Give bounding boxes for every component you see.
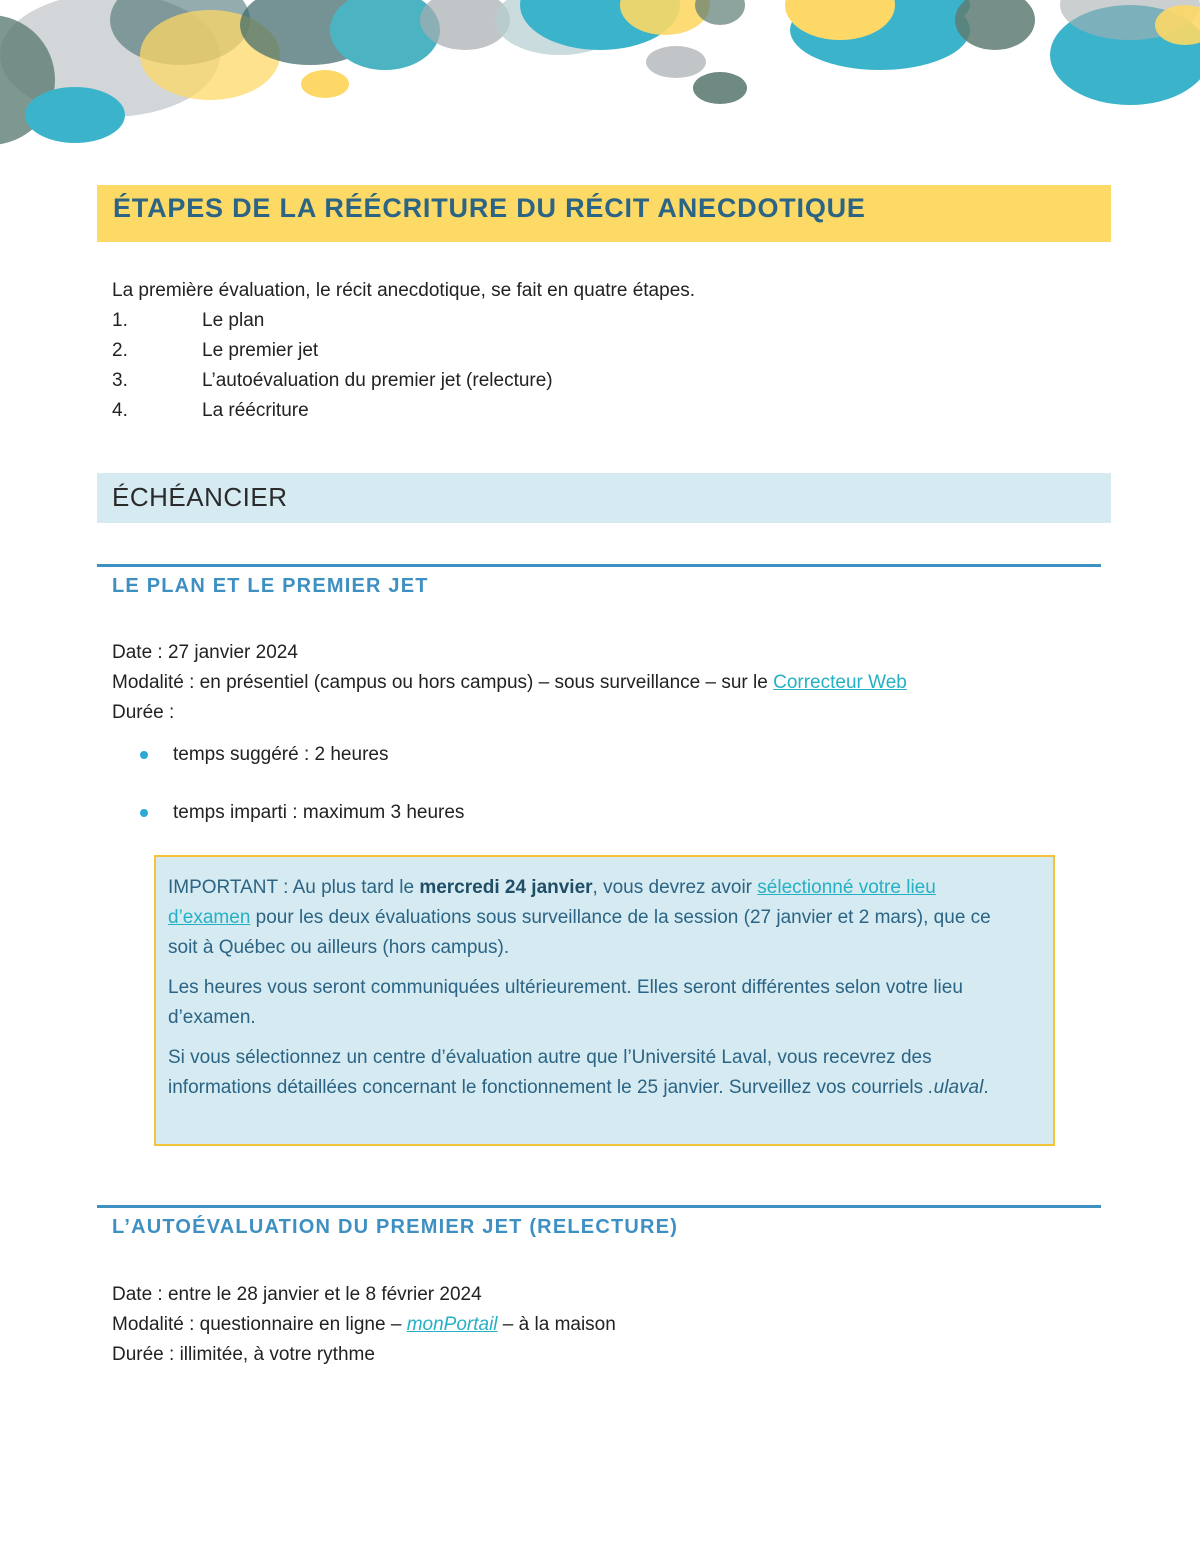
self-evaluation-section-header bbox=[97, 1205, 1101, 1239]
schedule-banner bbox=[97, 473, 1111, 523]
plan-duration: Durée : bbox=[112, 702, 175, 723]
plan-modality bbox=[112, 668, 907, 698]
step-label: L’autoévaluation du premier jet (relecture) bbox=[202, 370, 553, 391]
list-item bbox=[140, 798, 464, 828]
self-evaluation-date: Date : entre le 28 janvier et le 8 février 2024 bbox=[112, 1284, 482, 1305]
notice-email-domain: .ulaval bbox=[928, 1077, 984, 1098]
notice-paragraph-2: Les heures vous seront communiquées ultérieurement. Elles seront différentes selon votre lieu d’examen. bbox=[168, 977, 963, 1028]
step-label: Le premier jet bbox=[202, 340, 319, 361]
plan-heading: LE PLAN ET LE PREMIER JET bbox=[112, 575, 429, 597]
modality-text: – à la maison bbox=[497, 1314, 616, 1335]
steps-list bbox=[112, 306, 695, 426]
title-banner bbox=[97, 185, 1111, 242]
list-item bbox=[112, 366, 695, 396]
select-exam-location-link[interactable]: sélectionné votre lieu d’examen bbox=[168, 877, 936, 928]
notice-text: IMPORTANT : Au plus tard le bbox=[168, 877, 420, 898]
intro-block bbox=[112, 276, 695, 426]
notice-text: , vous devrez avoir bbox=[592, 877, 758, 898]
notice-deadline: mercredi 24 janvier bbox=[419, 877, 593, 898]
duration-list bbox=[140, 740, 464, 828]
self-evaluation-modality bbox=[112, 1310, 616, 1340]
notice-text: Si vous sélectionnez un centre d’évaluation autre que l’Université Laval, vous recevrez des informations détaillées concernant le fonctionnement le 25 janvier. Surveillez vos courriels bbox=[168, 1047, 932, 1098]
document-title: ÉTAPES DE LA RÉÉCRITURE DU RÉCIT ANECDOTIQUE bbox=[113, 193, 866, 223]
list-item bbox=[140, 740, 464, 770]
step-number: 1. bbox=[112, 310, 128, 331]
step-number: 3. bbox=[112, 370, 128, 391]
notice-text: pour les deux évaluations sous surveillance de la session (27 janvier et 2 mars), que ce soit à Québec ou ailleurs (hors campus). bbox=[168, 907, 991, 958]
plan-details bbox=[112, 638, 907, 728]
decorative-bubbles-banner bbox=[0, 0, 1200, 160]
notice-paragraph-1 bbox=[168, 873, 1013, 963]
step-label: La réécriture bbox=[202, 400, 309, 421]
modality-text: Modalité : questionnaire en ligne – bbox=[112, 1314, 407, 1335]
self-evaluation-duration: Durée : illimitée, à votre rythme bbox=[112, 1344, 375, 1365]
notice-text: . bbox=[983, 1077, 989, 1098]
self-evaluation-details bbox=[112, 1280, 616, 1370]
list-item bbox=[112, 336, 695, 366]
list-item bbox=[112, 306, 695, 336]
self-evaluation-heading: L’AUTOÉVALUATION DU PREMIER JET (RELECTURE) bbox=[112, 1216, 679, 1238]
plan-section-header bbox=[97, 564, 1101, 598]
bullet-text: temps imparti : maximum 3 heures bbox=[173, 802, 465, 823]
bullet-icon bbox=[140, 809, 148, 817]
step-label: Le plan bbox=[202, 310, 265, 331]
notice-paragraph-3 bbox=[168, 1043, 1013, 1103]
schedule-heading: ÉCHÉANCIER bbox=[112, 482, 288, 512]
plan-modality-text: Modalité : en présentiel (campus ou hors campus) – sous surveillance – sur le bbox=[112, 672, 774, 693]
plan-date: Date : 27 janvier 2024 bbox=[112, 642, 298, 663]
bullet-text: temps suggéré : 2 heures bbox=[173, 744, 389, 765]
intro-text: La première évaluation, le récit anecdotique, se fait en quatre étapes. bbox=[112, 280, 696, 301]
correcteur-web-link[interactable]: Correcteur Web bbox=[773, 672, 907, 693]
bullet-icon bbox=[140, 751, 148, 759]
list-item bbox=[112, 396, 695, 426]
step-number: 2. bbox=[112, 340, 128, 361]
monportail-link[interactable]: monPortail bbox=[406, 1314, 498, 1335]
step-number: 4. bbox=[112, 400, 128, 421]
important-notice bbox=[154, 855, 1055, 1146]
